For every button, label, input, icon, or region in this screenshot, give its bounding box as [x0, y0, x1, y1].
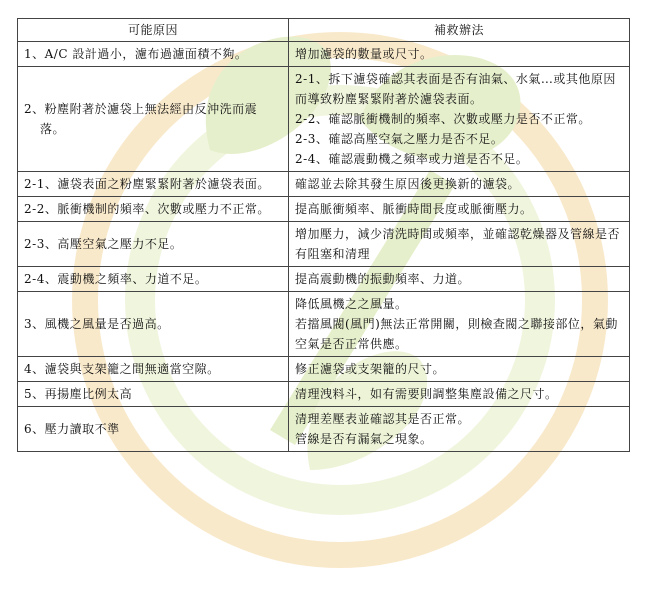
remedy-text: 清理洩料斗，如有需要則調整集塵設備之尺寸。 [295, 387, 558, 401]
cause-remedy-table-container [17, 18, 630, 452]
cause-cell [18, 407, 289, 452]
remedy-text: 提高震動機的振動頻率、力道。 [295, 272, 471, 286]
cause-text: 2-4、震動機之頻率、力道不足。 [24, 272, 208, 286]
cause-text: 3、風機之風量是否過高。 [24, 317, 170, 331]
table-row [18, 42, 630, 67]
remedy-cell [289, 222, 630, 267]
remedy-text: 管線是否有漏氣之現象。 [295, 432, 433, 446]
table-row [18, 197, 630, 222]
header-remedy: 補救辦法 [289, 19, 630, 42]
remedy-cell [289, 67, 630, 172]
table-body [18, 42, 630, 452]
header-possible-cause: 可能原因 [18, 19, 289, 42]
remedy-cell [289, 42, 630, 67]
table-row [18, 407, 630, 452]
table-row [18, 292, 630, 357]
table-row [18, 222, 630, 267]
remedy-text: 修正濾袋或支架籠的尺寸。 [295, 362, 446, 376]
remedy-cell [289, 292, 630, 357]
cause-cell [18, 267, 289, 292]
remedy-cell [289, 172, 630, 197]
cause-text: 2-1、濾袋表面之粉塵緊緊附著於濾袋表面。 [24, 177, 270, 191]
remedy-text: 提高脈衝頻率、脈衝時間長度或脈衝壓力。 [295, 202, 533, 216]
remedy-text: 2-3、確認高壓空氣之壓力是否不足。 [295, 132, 504, 146]
table-row [18, 172, 630, 197]
cause-cell [18, 42, 289, 67]
table-row [18, 382, 630, 407]
remedy-cell [289, 267, 630, 292]
table-header-row [18, 19, 630, 42]
remedy-text: 降低風機之之風量。 [295, 297, 408, 311]
remedy-text: 增加壓力，減少清洗時間或頻率，並確認乾燥器及管線是否有阻塞和清理 [295, 227, 621, 261]
cause-remedy-table [17, 18, 630, 452]
remedy-text: 2-2、確認脈衝機制的頻率、次數或壓力是否不正常。 [295, 112, 591, 126]
remedy-text: 確認並去除其發生原因後更換新的濾袋。 [295, 177, 521, 191]
table-row [18, 267, 630, 292]
cause-cell [18, 357, 289, 382]
remedy-cell [289, 382, 630, 407]
cause-cell [18, 222, 289, 267]
cause-text: 2、粉塵附著於濾袋上無法經由反沖洗而震落。 [24, 102, 258, 136]
cause-text: 5、再揚塵比例太高 [24, 387, 133, 401]
remedy-cell [289, 407, 630, 452]
table-row [18, 357, 630, 382]
table-row [18, 67, 630, 172]
cause-text: 1、A/C 設計過小，濾布過濾面積不夠。 [24, 47, 248, 61]
remedy-text: 清理差壓表並確認其是否正常。 [295, 412, 471, 426]
cause-cell [18, 67, 289, 172]
cause-text: 2-3、高壓空氣之壓力不足。 [24, 237, 183, 251]
remedy-cell [289, 197, 630, 222]
remedy-text: 增加濾袋的數量或尺寸。 [295, 47, 433, 61]
cause-text: 2-2、脈衝機制的頻率、次數或壓力不正常。 [24, 202, 270, 216]
remedy-text: 若擋風閥(風門)無法正常開關，則檢查閥之聯接部位，氣動空氣是否正常供應。 [295, 317, 618, 351]
cause-text: 4、濾袋與支架籠之間無適當空隙。 [24, 362, 220, 376]
remedy-text: 2-4、確認震動機之頻率或力道是否不足。 [295, 152, 529, 166]
remedy-text: 2-1、拆下濾袋確認其表面是否有油氣、水氣…或其他原因而導致粉塵緊緊附著於濾袋表面。 [295, 72, 616, 106]
cause-cell [18, 292, 289, 357]
remedy-cell [289, 357, 630, 382]
cause-cell [18, 197, 289, 222]
cause-text: 6、壓力讀取不準 [24, 422, 120, 436]
cause-cell [18, 382, 289, 407]
cause-cell [18, 172, 289, 197]
